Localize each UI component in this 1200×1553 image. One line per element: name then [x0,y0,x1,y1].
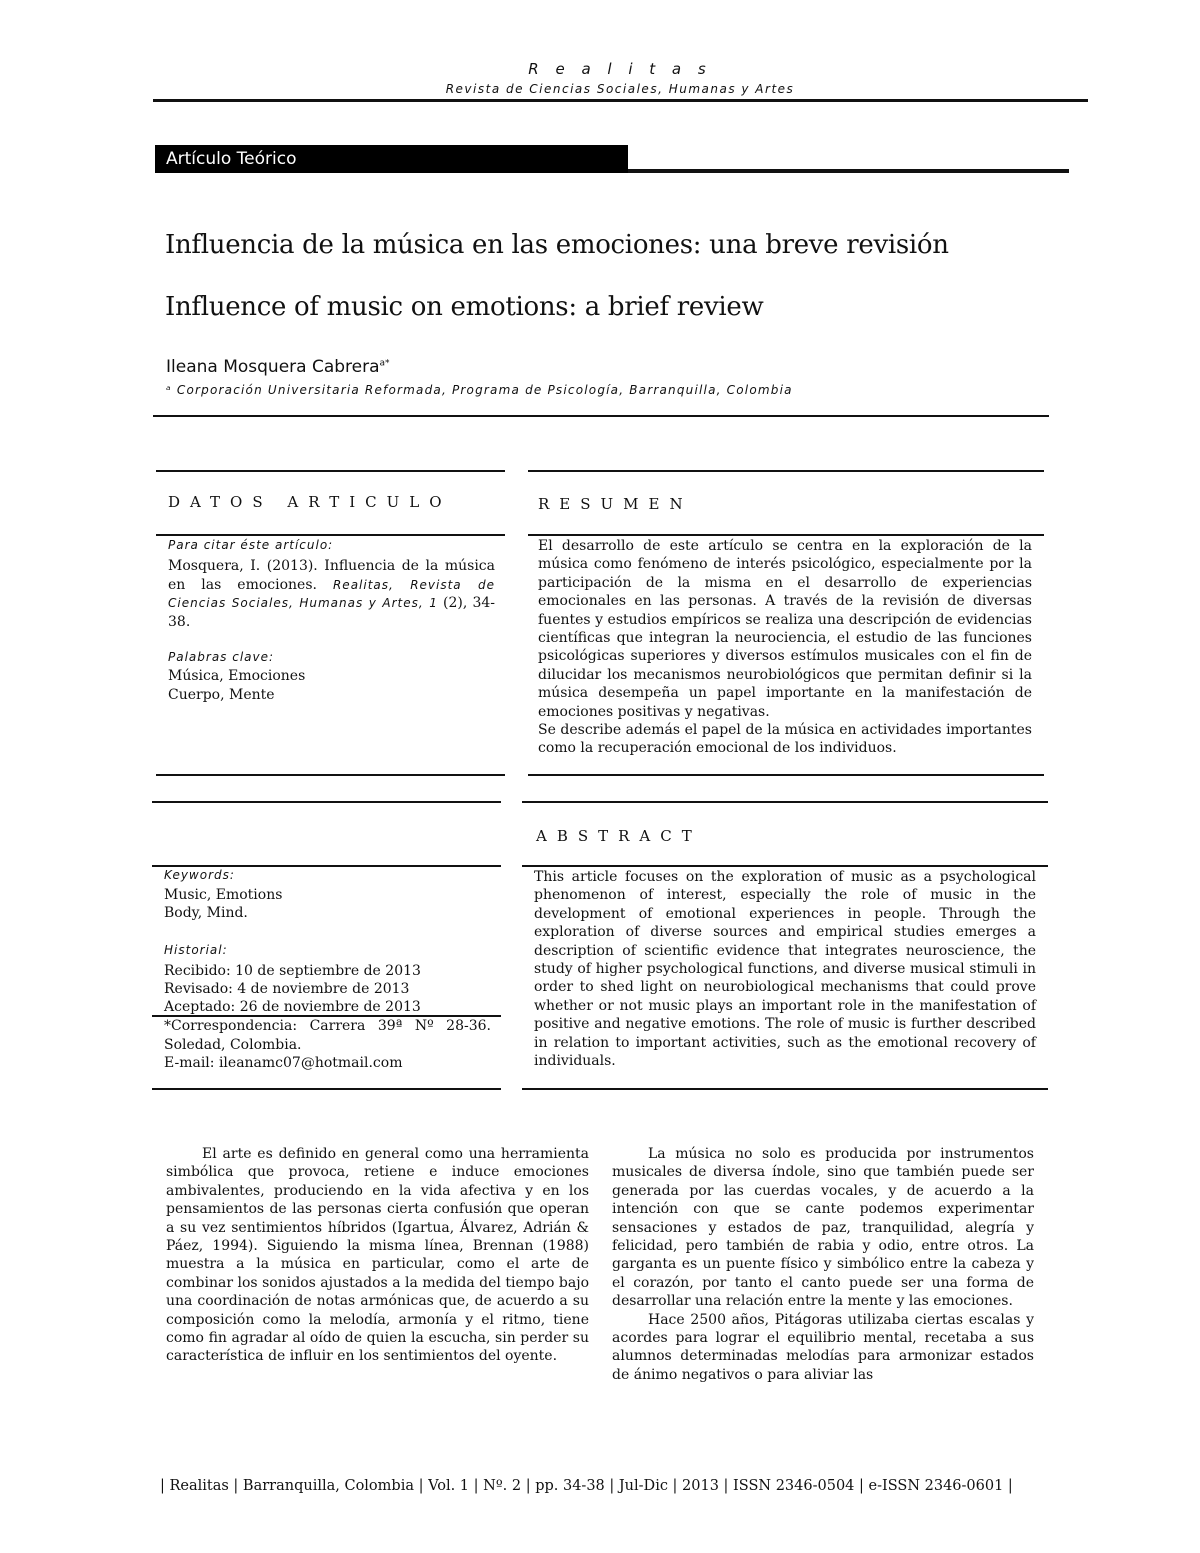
resumen-bottom-rule [528,774,1044,776]
revised-date: Revisado: 4 de noviembre de 2013 [164,981,410,997]
keywords-es-label: Palabras clave: [168,650,275,664]
keywords-es-line2: Cuerpo, Mente [168,687,275,703]
resumen-paragraph-1: El desarrollo de este artículo se centra en la exploración de la música como fenómeno de interés psicológico, especialmente por la participación de la misma en el desarrollo de experiencias emocionales en las personas. A través de la revisión de diversas fuentes y estudios empíricos se realiza una descripción de evidencias científicas que integran la neurociencia, el estudio de las funciones psicológicas superiores y diversos estímulos musicales con el fin de dilucidar los mecanismos neurobiológicos que permitan definir si la música desempeña un papel importante en la manifestación de emociones positivas y negativas. [538,538,1032,720]
journal-subtitle: Revista de Ciencias Sociales, Humanas y Artes [445,82,795,96]
header-rule [153,99,1088,102]
journal-name: R e a l i t a s [528,60,712,78]
title-english: Influence of music on emotions: a brief review [165,292,764,322]
datos-heading-rule [156,534,505,536]
abstract-bottom-rule [522,1088,1048,1090]
keywords-en-line2: Body, Mind. [164,905,248,921]
author-marks: a* [379,358,390,369]
body-column-left [166,1145,589,1366]
datos-heading: DATOS ARTICULO [168,493,452,511]
historial-label: Historial: [164,943,228,957]
keywords-heading-rule [152,865,501,867]
datos-top-rule [156,470,505,472]
citation [168,557,495,631]
body-column-right [612,1145,1034,1384]
correspondence-bottom-rule [152,1088,501,1090]
abstract-heading-rule [522,865,1048,867]
keywords-en-line1: Music, Emotions [164,887,283,903]
section-rule [628,169,1069,173]
abstract-text [534,868,1036,1070]
resumen-top-rule [528,470,1044,472]
body-left-paragraph: El arte es definido en general como una herramienta simbólica que provoca, retiene e induce emociones ambivalentes, produciendo en la vida afectiva y en los pensamientos de las personas cierta confusión que operan a su vez sentimientos híbridos (Igartua, Álvarez, Adrián & Páez, 1994). Siguiendo la misma línea, Brennan (1988) muestra a la música en particular, como el arte de combinar los sonidos ajustados a la medida del tiempo bajo una coordinación de notas armónicas que, de acuerdo a su composición como la melodía, armonía y el ritmo, tiene como fin agradar al oído de quien la escucha, sin perder su característica de influir en los sentimientos del oyente. [166,1146,589,1365]
cite-label: Para citar éste artículo: [168,538,334,552]
keywords-en-label: Keywords: [164,868,235,882]
accepted-date: Aceptado: 26 de noviembre de 2013 [164,999,421,1015]
citation-issue: (2), 34-38. [168,595,495,630]
keywords-es-line1: Música, Emociones [168,668,306,684]
author-rule [153,415,1049,417]
body-right-paragraph-1: La música no solo es producida por instrumentos musicales de diversa índole, sino que también puede ser generada por las cuerdas vocales, y de acuerdo a la intención con que se cante podemos experimentar sensaciones y estados de paz, tranquilidad, alegría y felicidad, pero también de rabia y odio, entre otros. La garganta es un puente físico y simbólico entre la cabeza y el corazón, por tanto el canto puede ser una forma de desarrollar una relación entre la mente y las emociones. [612,1146,1034,1310]
resumen-heading-rule [528,534,1044,536]
section-label: Artículo Teórico [155,145,628,173]
abstract-top-rule [522,801,1048,803]
footer: | Realitas | Barranquilla, Colombia | Vol. 1 | Nº. 2 | pp. 34-38 | Jul-Dic | 2013 | ISSN 2346-0504 | e-ISSN 2346-0601 | [160,1478,1013,1494]
correspondence-address: *Correspondencia: Carrera 39ª Nº 28-36. Soledad, Colombia. [164,1018,491,1053]
abstract-heading: ABSTRACT [536,827,702,845]
citation-text: Mosquera, I. (2013). Influencia de la música en las emociones. [168,558,495,593]
author-name: Ileana Mosquera Cabrera [166,357,380,377]
citation-journal: Realitas, Revista de Ciencias Sociales, Humanas y Artes, 1 [168,577,496,611]
received-date: Recibido: 10 de septiembre de 2013 [164,963,421,979]
resumen-heading: RESUMEN [538,495,693,513]
correspondence-email: E-mail: ileanamc07@hotmail.com [164,1055,403,1071]
affiliation: ᵃ Corporación Universitaria Reformada, Programa de Psicología, Barranquilla, Colombia [166,383,793,397]
keywords-top-rule [152,801,501,803]
body-right-paragraph-2: Hace 2500 años, Pitágoras utilizaba ciertas escalas y acordes para lograr el equilibrio mental, recetaba a sus alumnos determinadas melodías para armonizar estados de ánimo negativos o para aliviar las [612,1311,1034,1383]
datos-bottom-rule [156,774,505,776]
title-spanish: Influencia de la música en las emociones: una breve revisión [165,230,949,260]
resumen-paragraph-2: Se describe además el papel de la música en actividades importantes como la recuperación emocional de los individuos. [538,722,1032,757]
abstract-paragraph: This article focuses on the exploration of music as a psychological phenomenon of interest, especially the role of music in the development of emotional experiences in people. Through the exploration of diverse sources and empirical studies emerges a description of scientific evidence that integrates neuroscience, the study of higher psychological functions, and diverse musical stimuli in order to shed light on neurobiological mechanisms that could prove whether or not music plays an important role in the manifestation of positive and negative emotions. The role of music is further described in relation to important activities, such as the emotional recovery of individuals. [534,869,1036,1070]
author [166,357,390,377]
resumen-text [538,537,1032,758]
